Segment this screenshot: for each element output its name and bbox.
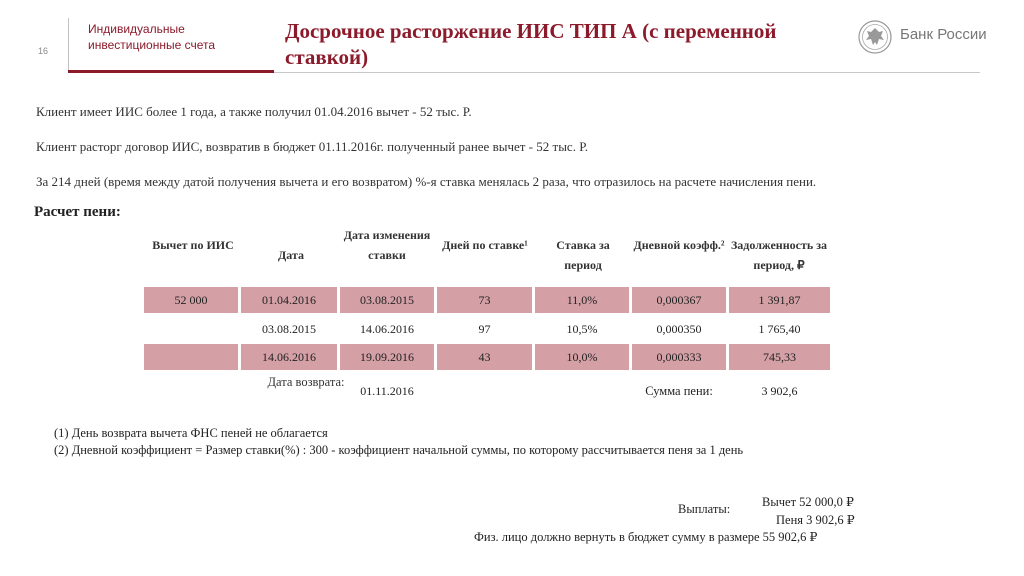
return-date-value: 01.11.2016 bbox=[360, 384, 414, 398]
page-title: Досрочное расторжение ИИС ТИП А (с переменной ставкой) bbox=[285, 19, 777, 69]
table-cell bbox=[144, 344, 238, 370]
section-underline bbox=[68, 70, 274, 73]
logo-text: Банк России bbox=[900, 26, 987, 43]
payout-deduction: Вычет 52 000,0 ₽ bbox=[762, 495, 854, 509]
table-cell: 03.08.2015 bbox=[262, 322, 316, 336]
section-title: Индивидуальные инвестиционные счета bbox=[88, 22, 216, 52]
payout-penalty: Пеня 3 902,6 ₽ bbox=[776, 513, 855, 527]
return-date-label: Дата возврата: bbox=[267, 375, 345, 389]
footnote-1: (1) День возврата вычета ФНС пеней не облагается bbox=[54, 426, 328, 440]
table-cell: 14.06.2016 bbox=[241, 344, 337, 370]
intro-line-3: За 214 дней (время между датой получения вычета и его возвратом) %-я ставка менялась 2 раза, что отразилось на расчете начисления пени. bbox=[36, 174, 817, 189]
table-cell: 14.06.2016 bbox=[360, 322, 414, 336]
table-cell: 0,000367 bbox=[632, 287, 726, 313]
table-cell: 73 bbox=[437, 287, 532, 313]
intro-line-2: Клиент расторг договор ИИС, возвратив в бюджет 01.11.2016г. полученный ранее вычет - 52 тыс. Р. bbox=[36, 139, 589, 154]
penalty-sum-label: Сумма пени: bbox=[645, 384, 713, 398]
slide-number: 16 bbox=[38, 46, 49, 56]
col-header-rate-change-date: Дата изменения ставки bbox=[343, 228, 431, 262]
table-cell: 1 391,87 bbox=[729, 287, 830, 313]
footnote-2: (2) Дневной коэффициент = Размер ставки(%) : 300 - коэффициент начальной суммы, по которому рассчитывается пеня за 1 день bbox=[54, 443, 744, 457]
table-cell: 0,000350 bbox=[656, 322, 702, 336]
bank-of-russia-logo-icon bbox=[858, 20, 892, 54]
calc-title: Расчет пени: bbox=[34, 204, 121, 220]
table-cell: 0,000333 bbox=[632, 344, 726, 370]
slide-header bbox=[0, 0, 1024, 76]
table-cell: 11,0% bbox=[535, 287, 629, 313]
payouts-label: Выплаты: bbox=[678, 502, 731, 516]
penalty-sum-value: 3 902,6 bbox=[761, 384, 798, 398]
table-cell: 10,0% bbox=[535, 344, 629, 370]
table-cell: 19.09.2016 bbox=[340, 344, 434, 370]
table-cell: 43 bbox=[437, 344, 532, 370]
col-header-days: Дней по ставке¹ bbox=[442, 238, 528, 252]
col-header-deduction: Вычет по ИИС bbox=[152, 238, 234, 252]
intro-line-1: Клиент имеет ИИС более 1 года, а также получил 01.04.2016 вычет - 52 тыс. Р. bbox=[36, 104, 472, 119]
table-cell: 52 000 bbox=[144, 287, 238, 313]
table-cell: 97 bbox=[478, 322, 491, 336]
table-cell: 1 765,40 bbox=[758, 322, 801, 336]
header-divider bbox=[274, 72, 980, 73]
col-header-date: Дата bbox=[278, 248, 304, 262]
payout-total: Физ. лицо должно вернуть в бюджет сумму в размере 55 902,6 ₽ bbox=[474, 530, 818, 544]
table-cell: 10,5% bbox=[566, 322, 598, 336]
table-cell: 745,33 bbox=[729, 344, 830, 370]
table-cell: 03.08.2015 bbox=[340, 287, 434, 313]
col-header-daily-coef: Дневной коэфф.² bbox=[633, 238, 725, 252]
col-header-debt: Задолженность за период, ₽ bbox=[730, 238, 828, 272]
table-cell: 01.04.2016 bbox=[241, 287, 337, 313]
col-header-rate: Ставка за период bbox=[556, 238, 610, 272]
